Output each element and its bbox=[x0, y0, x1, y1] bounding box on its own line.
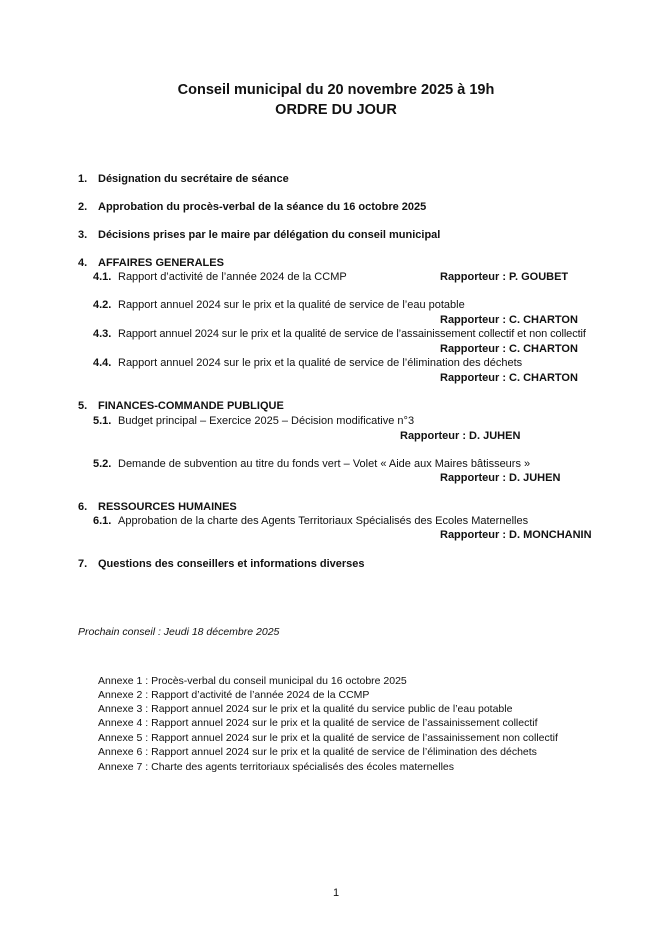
subitem-number: 4.2. bbox=[93, 299, 112, 311]
section-heading: AFFAIRES GENERALES bbox=[98, 257, 224, 269]
rapporteur: Rapporteur : C. CHARTON bbox=[440, 372, 578, 384]
page-subtitle: ORDRE DU JOUR bbox=[275, 102, 397, 118]
annex-item: Annexe 5 : Rapport annuel 2024 sur le prix et la qualité de service de l’assainissement non collectif bbox=[98, 732, 558, 744]
rapporteur: Rapporteur : C. CHARTON bbox=[440, 314, 578, 326]
item-number: 5. bbox=[78, 400, 88, 412]
subitem-text: Rapport annuel 2024 sur le prix et la qualité de service de l’assainissement collectif et non collectif bbox=[118, 328, 586, 340]
subitem-number: 6.1. bbox=[93, 515, 112, 527]
item-number: 7. bbox=[78, 558, 88, 570]
subitem-number: 4.3. bbox=[93, 328, 112, 340]
annex-item: Annexe 2 : Rapport d’activité de l’année 2024 de la CCMP bbox=[98, 689, 370, 701]
item-title: Questions des conseillers et informations diverses bbox=[98, 558, 365, 570]
section-heading: RESSOURCES HUMAINES bbox=[98, 501, 237, 513]
rapporteur: Rapporteur : D. JUHEN bbox=[400, 430, 521, 442]
subitem-text: Rapport annuel 2024 sur le prix et la qualité de service de l’eau potable bbox=[118, 299, 465, 311]
subitem-number: 4.4. bbox=[93, 357, 112, 369]
rapporteur: Rapporteur : D. MONCHANIN bbox=[440, 529, 592, 541]
annex-item: Annexe 3 : Rapport annuel 2024 sur le prix et la qualité du service public de l’eau potable bbox=[98, 703, 513, 715]
subitem-text: Rapport d’activité de l’année 2024 de la CCMP bbox=[118, 271, 347, 283]
annex-item: Annexe 1 : Procès-verbal du conseil municipal du 16 octobre 2025 bbox=[98, 675, 407, 687]
rapporteur: Rapporteur : P. GOUBET bbox=[440, 271, 569, 283]
item-number: 4. bbox=[78, 257, 88, 269]
annex-item: Annexe 4 : Rapport annuel 2024 sur le prix et la qualité de service de l’assainissement collectif bbox=[98, 717, 538, 729]
rapporteur: Rapporteur : D. JUHEN bbox=[440, 472, 561, 484]
item-title: Désignation du secrétaire de séance bbox=[98, 173, 289, 185]
subitem-number: 5.1. bbox=[93, 415, 112, 427]
section-heading: FINANCES-COMMANDE PUBLIQUE bbox=[98, 400, 284, 412]
next-council: Prochain conseil : Jeudi 18 décembre 2025 bbox=[78, 626, 280, 638]
item-number: 2. bbox=[78, 201, 88, 213]
subitem-number: 5.2. bbox=[93, 458, 112, 470]
item-number: 1. bbox=[78, 173, 88, 185]
page-number: 1 bbox=[332, 887, 340, 899]
subitem-text: Demande de subvention au titre du fonds vert – Volet « Aide aux Maires bâtisseurs » bbox=[118, 458, 531, 470]
subitem-text: Rapport annuel 2024 sur le prix et la qualité de service de l’élimination des déchets bbox=[118, 357, 523, 369]
item-number: 6. bbox=[78, 501, 88, 513]
item-number: 3. bbox=[78, 229, 88, 241]
rapporteur: Rapporteur : C. CHARTON bbox=[440, 343, 578, 355]
subitem-number: 4.1. bbox=[93, 271, 112, 283]
item-title: Approbation du procès-verbal de la séance du 16 octobre 2025 bbox=[98, 201, 427, 213]
subitem-text: Approbation de la charte des Agents Territoriaux Spécialisés des Ecoles Maternelles bbox=[118, 515, 529, 527]
item-title: Décisions prises par le maire par délégation du conseil municipal bbox=[98, 229, 441, 241]
page-title: Conseil municipal du 20 novembre 2025 à 19h bbox=[177, 82, 495, 98]
annex-item: Annexe 7 : Charte des agents territoriaux spécialisés des écoles maternelles bbox=[98, 761, 455, 773]
subitem-text: Budget principal – Exercice 2025 – Décision modificative n°3 bbox=[118, 415, 415, 427]
annex-item: Annexe 6 : Rapport annuel 2024 sur le prix et la qualité de service de l’élimination des déchets bbox=[98, 746, 537, 758]
